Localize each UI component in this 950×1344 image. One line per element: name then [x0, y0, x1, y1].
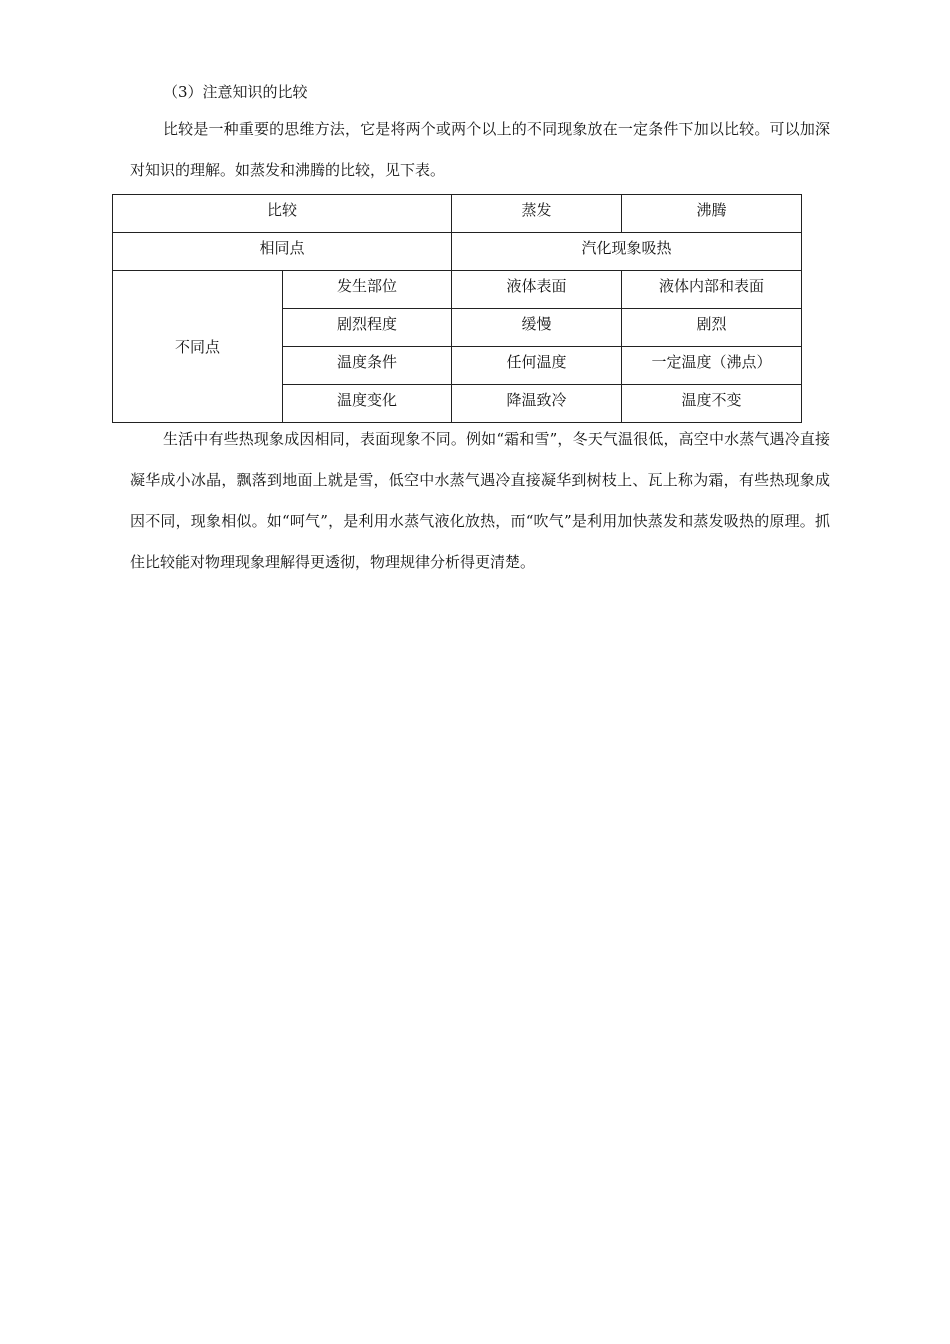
aspect-cell: 温度条件 — [283, 347, 452, 385]
evaporation-cell: 降温致冷 — [452, 385, 622, 423]
aspect-cell: 剧烈程度 — [283, 309, 452, 347]
boiling-cell: 液体内部和表面 — [622, 271, 802, 309]
boiling-cell: 温度不变 — [622, 385, 802, 423]
comparison-table — [112, 194, 802, 423]
same-label-cell: 相同点 — [113, 233, 452, 271]
evaporation-cell: 液体表面 — [452, 271, 622, 309]
boiling-cell: 一定温度（沸点） — [622, 347, 802, 385]
diff-label-cell: 不同点 — [113, 271, 283, 423]
header-cell-compare: 比较 — [113, 195, 452, 233]
intro-paragraph: 比较是一种重要的思维方法，它是将两个或两个以上的不同现象放在一定条件下加以比较。可以加深对知识的理解。如蒸发和沸腾的比较，见下表。 — [130, 120, 830, 179]
header-cell-evaporation: 蒸发 — [452, 195, 622, 233]
aspect-cell: 温度变化 — [283, 385, 452, 423]
header-cell-boiling: 沸腾 — [622, 195, 802, 233]
evaporation-cell: 缓慢 — [452, 309, 622, 347]
same-value-cell: 汽化现象吸热 — [452, 233, 802, 271]
aspect-cell: 发生部位 — [283, 271, 452, 309]
outro-paragraph: 生活中有些热现象成因相同，表面现象不同。例如“霜和雪”，冬天气温很低，高空中水蒸气遇冷直接凝华成小冰晶，飘落到地面上就是雪，低空中水蒸气遇冷直接凝华到树枝上、瓦上称为霜，有些热现象成因不同，现象相似。如“呵气”，是利用水蒸气液化放热，而“吹气”是利用加快蒸发和蒸发吸热的原理。抓住比较能对物理现象理解得更透彻，物理规律分析得更清楚。 — [130, 430, 830, 571]
evaporation-cell: 任何温度 — [452, 347, 622, 385]
boiling-cell: 剧烈 — [622, 309, 802, 347]
section-heading: （3）注意知识的比较 — [163, 83, 308, 101]
table-header-row — [113, 195, 802, 233]
table-row-same — [113, 233, 802, 271]
table-row — [113, 271, 802, 309]
